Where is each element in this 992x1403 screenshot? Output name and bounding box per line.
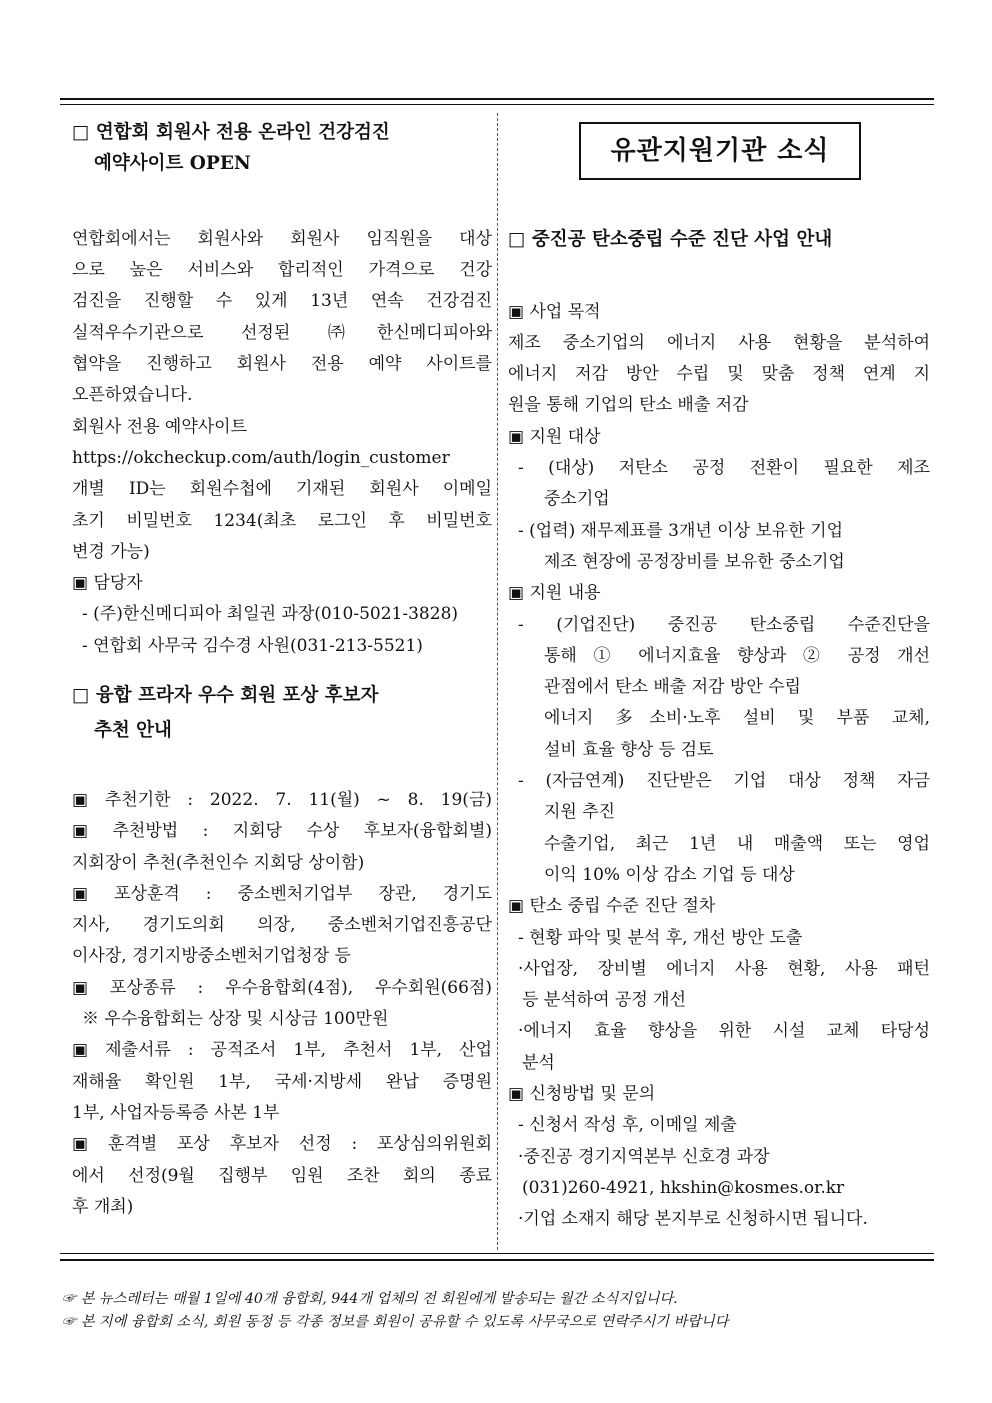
left-column — [72, 115, 492, 1223]
section2-line: ▣ 포상훈격 : 중소벤처기업부 장관, 경기도 — [72, 883, 492, 904]
procedure-item: ·사업장, 장비별 에너지 사용 현황, 사용 패턴 — [518, 958, 930, 979]
section2-line: 에서 선정(9월 집행부 임원 조찬 회의 종료 — [72, 1165, 492, 1186]
column-divider — [497, 113, 498, 1250]
right-column — [508, 224, 930, 1236]
section1-body-line: 검진을 진행할 수 있게 13년 연속 건강검진 — [72, 291, 492, 312]
content-item: 설비 효율 향상 등 검토 — [544, 739, 714, 760]
password-note: 초기 비밀번호 1234(최초 로그인 후 비밀번호 — [72, 510, 492, 531]
target-item: 중소기업 — [544, 489, 610, 510]
section1-title-line1: □ 연합회 회원사 전용 온라인 건강검진 — [72, 122, 390, 143]
section2-line: ▣ 제출서류 : 공적조서 1부, 추천서 1부, 산업 — [72, 1040, 492, 1061]
related-agency-news-title: 유관지원기관 소식 — [579, 122, 861, 180]
section2-line: 재해율 확인원 1부, 국세·지방세 완납 증명원 — [72, 1071, 492, 1092]
apply-header: ▣ 신청방법 및 문의 — [508, 1084, 656, 1105]
site-url: https://okcheckup.com/auth/login_customer — [72, 447, 450, 468]
contact-item: - 연합회 사무국 김수경 사원(031-213-5521) — [82, 635, 423, 656]
section1-body-line: 으로 높은 서비스와 합리적인 가격으로 건강 — [72, 260, 492, 281]
procedure-item: ·에너지 효율 향상을 위한 시설 교체 타당성 — [518, 1021, 930, 1042]
section2-line: 지사, 경기도의회 의장, 중소벤처기업진흥공단 — [72, 915, 492, 936]
apply-item: ·중진공 경기지역본부 신호경 과장 — [518, 1146, 770, 1167]
purpose-header: ▣ 사업 목적 — [508, 301, 601, 322]
content-item: - (자금연계) 진단받은 기업 대상 정책 자금 — [518, 771, 930, 792]
section1-body-line: 오픈하였습니다. — [72, 385, 193, 406]
section2-line: 1부, 사업자등록증 사본 1부 — [72, 1102, 280, 1123]
target-item: - (대상) 저탄소 공정 전환이 필요한 제조 — [518, 458, 930, 479]
section1-body-line: 실적우수기관으로 선정된 ㈜한신메디피아와 — [72, 322, 492, 343]
section1-body-line: 연합회에서는 회원사와 회원사 임직원을 대상 — [72, 228, 492, 249]
procedure-header: ▣ 탄소 중립 수준 진단 절차 — [508, 896, 716, 917]
section2-line: ▣ 추천기한 : 2022. 7. 11(월) ~ 8. 19(금) — [72, 789, 492, 810]
purpose-line: 에너지 저감 방안 수립 및 맞춤 정책 연계 지 — [508, 364, 930, 385]
content-header: ▣ 지원 내용 — [508, 583, 601, 604]
section2-line: ▣ 포상종류 : 우수융합회(4점), 우수회원(66점) — [72, 977, 492, 998]
purpose-line: 원을 통해 기업의 탄소 배출 저감 — [508, 395, 749, 416]
procedure-item: - 현황 파악 및 분석 후, 개선 방안 도출 — [518, 927, 803, 948]
footer-note: ☞ 본 지에 융합회 소식, 회원 동정 등 각종 정보를 회원이 공유할 수 있도록 사무국으로 연락주시기 바랍니다 — [62, 1314, 729, 1330]
footer-note: ☞ 본 뉴스레터는 매월 1일에 40개 융합회, 944개 업체의 전 회원에게 발송되는 월간 소식지입니다. — [62, 1291, 678, 1307]
id-note: 개별 ID는 회원수첩에 기재된 회원사 이메일 — [72, 479, 492, 500]
content-item: 이익 10% 이상 감소 기업 등 대상 — [544, 864, 795, 885]
footer-notes — [62, 1288, 728, 1334]
section2-title-line2: 추천 안내 — [94, 720, 172, 742]
top-rule-outer — [60, 98, 934, 100]
target-header: ▣ 지원 대상 — [508, 426, 601, 447]
right-section-title: □ 중진공 탄소중립 수준 진단 사업 안내 — [508, 229, 833, 250]
target-item: 제조 현장에 공정장비를 보유한 중소기업 — [544, 551, 845, 572]
content-item: 관점에서 탄소 배출 저감 방안 수립 — [544, 677, 801, 698]
bottom-rule-outer — [60, 1259, 934, 1261]
section2-line: 이사장, 경기지방중소벤처기업청장 등 — [72, 946, 351, 967]
section2-line: ▣ 추천방법 : 지회당 수상 후보자(융합회별) — [72, 821, 492, 842]
contact-item: - (주)한신메디피아 최일권 과장(010-5021-3828) — [82, 604, 459, 625]
procedure-item: 분석 — [522, 1052, 555, 1073]
section1-title-line2: 예약사이트 OPEN — [94, 153, 251, 175]
contact-header: ▣ 담당자 — [72, 573, 143, 594]
top-rule-inner — [60, 104, 934, 105]
password-note-cont: 변경 가능) — [72, 541, 150, 562]
section1-body-line: 협약을 진행하고 회원사 전용 예약 사이트를 — [72, 354, 492, 375]
content-item: 지원 추진 — [544, 802, 616, 823]
content-item: - (기업진단) 중진공 탄소중립 수준진단을 — [518, 614, 930, 635]
procedure-item: 등 분석하여 공정 개선 — [522, 990, 687, 1011]
content-item: 수출기업, 최근 1년 내 매출액 또는 영업 — [544, 833, 930, 854]
content-item: 에너지 多소비·노후 설비 및 부품 교체, — [544, 708, 930, 729]
target-item: - (업력) 재무제표를 3개년 이상 보유한 기업 — [518, 520, 843, 541]
apply-contact[interactable]: (031)260-4921, hkshin@kosmes.or.kr — [522, 1177, 845, 1198]
purpose-line: 제조 중소기업의 에너지 사용 현황을 분석하여 — [508, 332, 930, 353]
section2-title-line1: □ 융합 프라자 우수 회원 포상 후보자 — [72, 685, 379, 707]
section2-line: ▣ 훈격별 포상 후보자 선정 : 포상심의위원회 — [72, 1134, 492, 1155]
apply-item: - 신청서 작성 후, 이메일 제출 — [518, 1115, 737, 1136]
site-label: 회원사 전용 예약사이트 — [72, 416, 248, 437]
content-item: 통해 ① 에너지효율 향상과 ② 공정 개선 — [544, 645, 930, 666]
apply-item: ·기업 소재지 해당 본지부로 신청하시면 됩니다. — [518, 1209, 868, 1230]
section2-line: 지회장이 추천(추천인수 지회당 상이함) — [72, 852, 365, 873]
section2-line: ※ 우수융합회는 상장 및 시상금 100만원 — [82, 1009, 389, 1030]
bottom-rule-inner — [60, 1253, 934, 1254]
section2-line: 후 개최) — [72, 1196, 134, 1217]
